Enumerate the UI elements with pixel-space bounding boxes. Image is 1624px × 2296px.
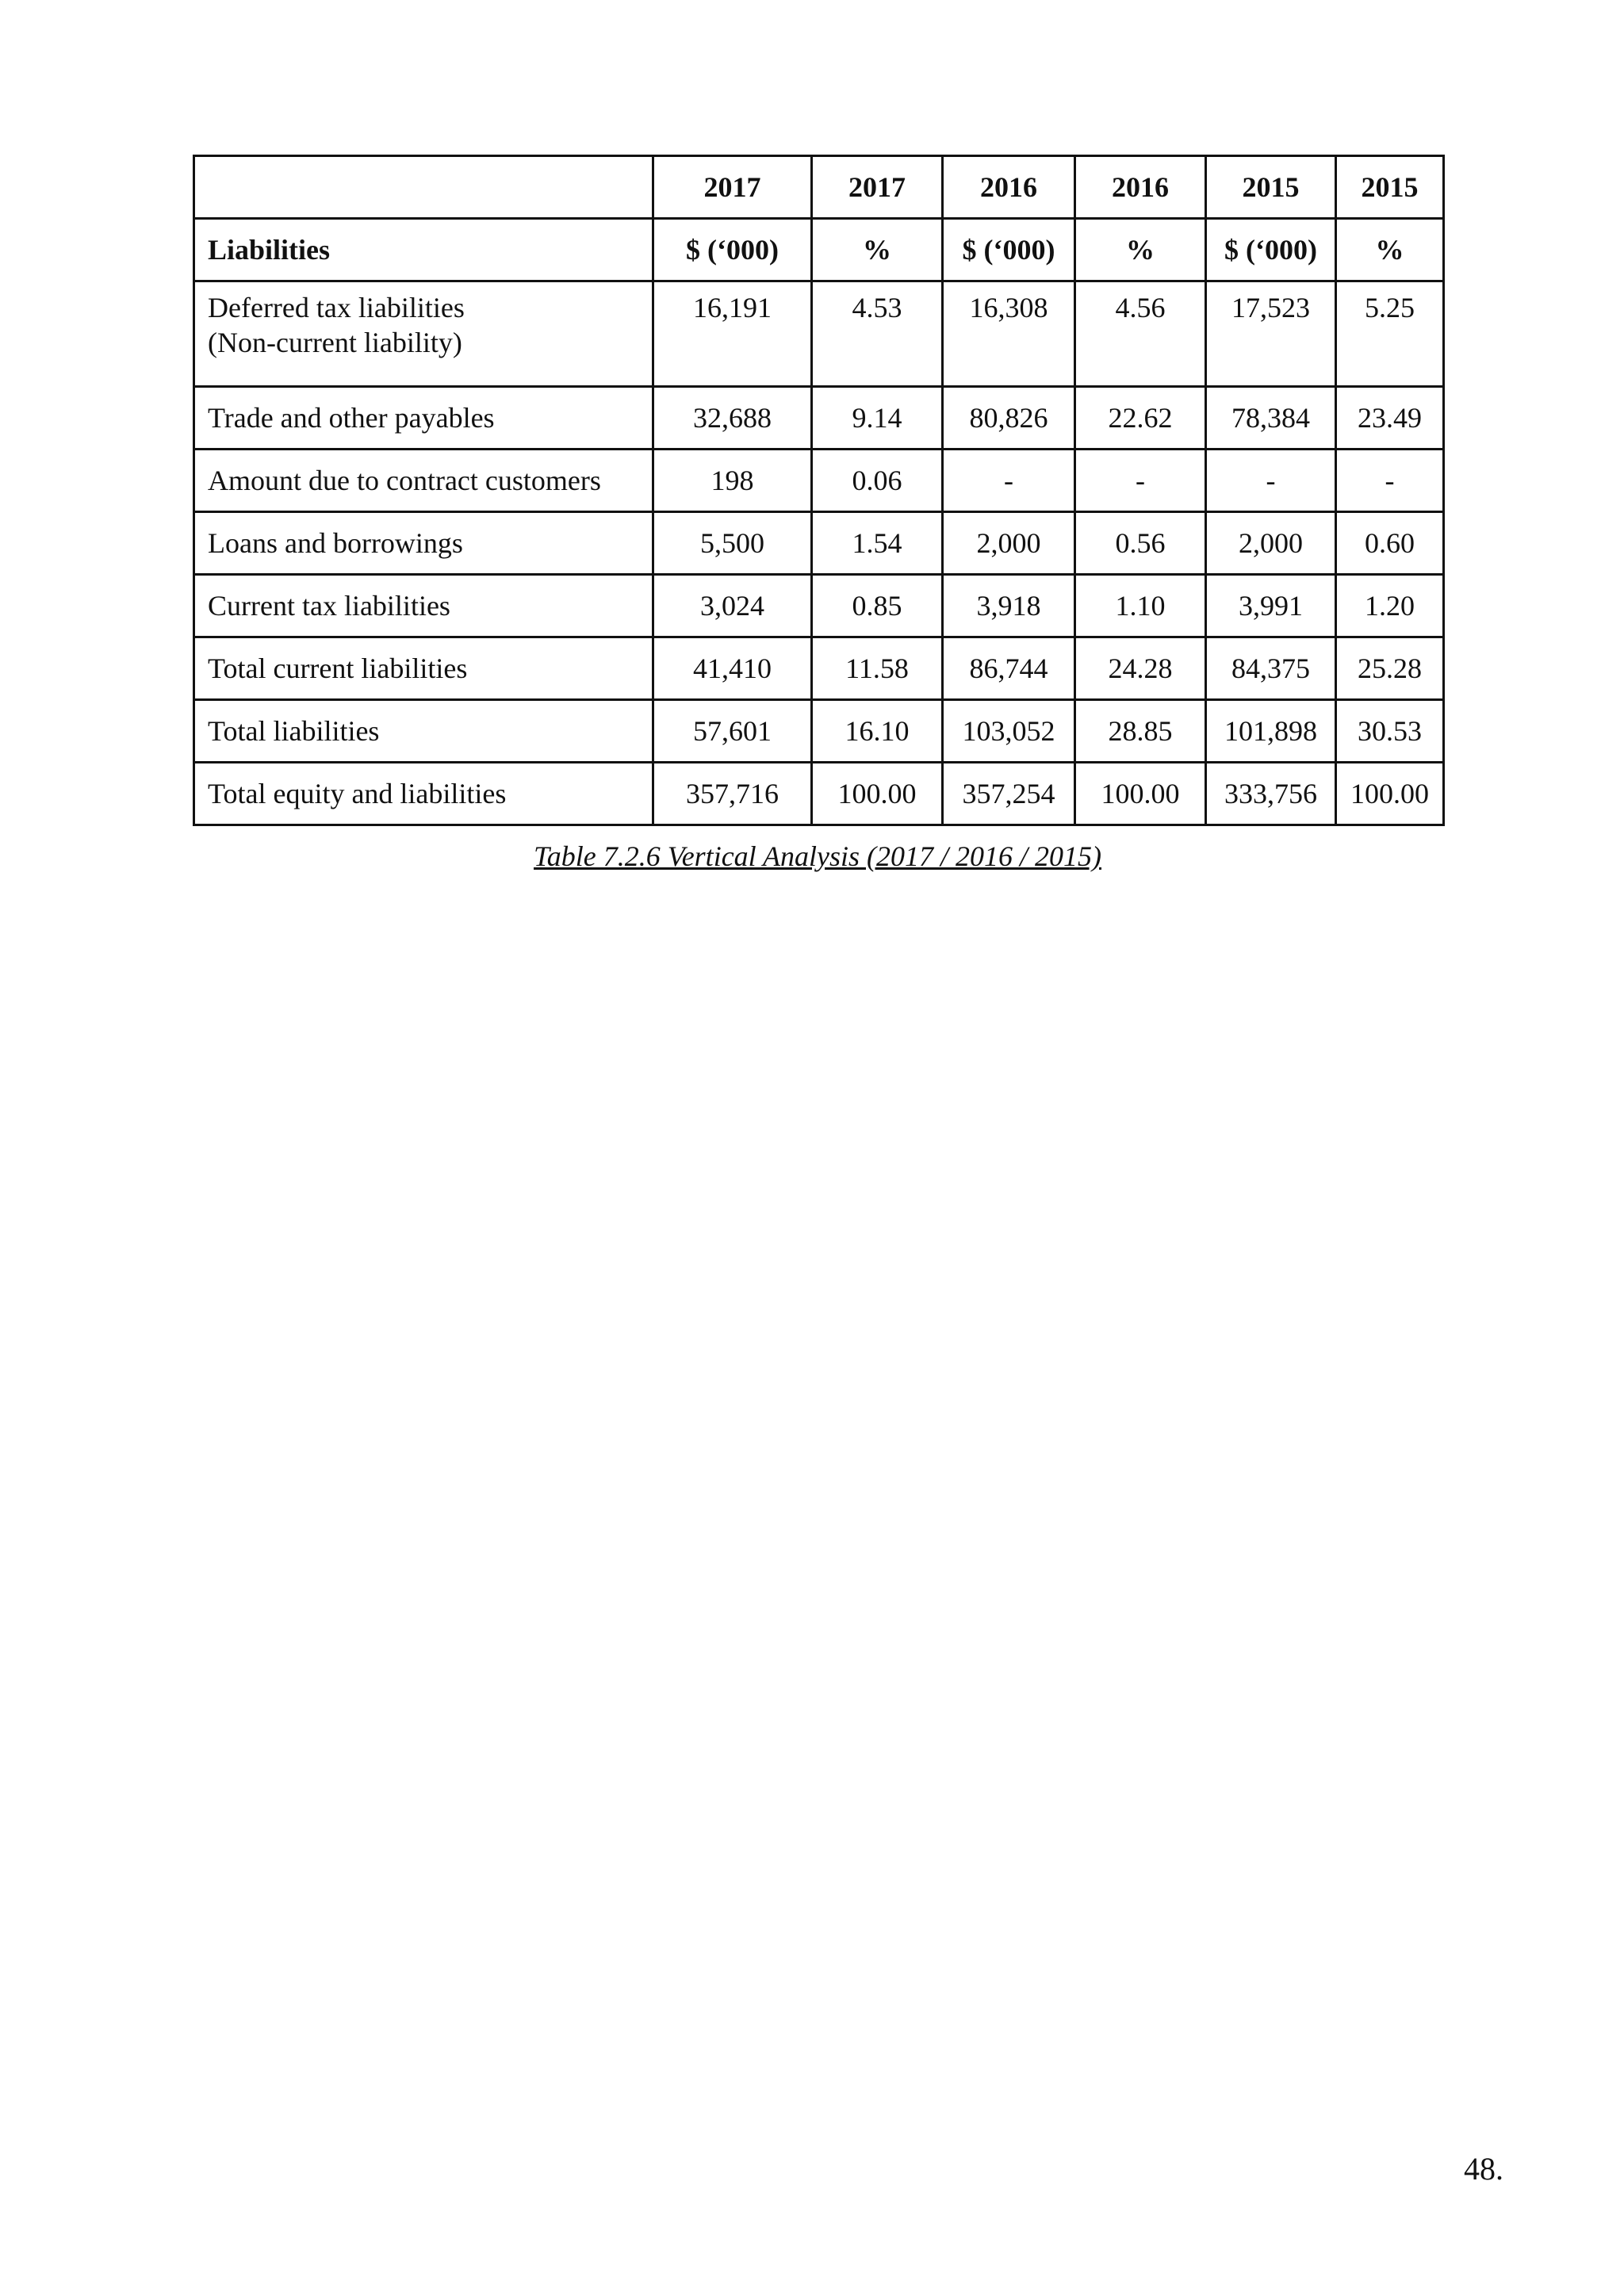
header-unit-2017-percent: %	[812, 219, 943, 281]
header-year-2015-percent: 2015	[1336, 156, 1444, 219]
cell-2015-amount: 2,000	[1206, 512, 1336, 575]
cell-2016-amount: 357,254	[943, 763, 1075, 825]
header-year-2016-amount: 2016	[943, 156, 1075, 219]
cell-2016-percent: 1.10	[1075, 575, 1206, 637]
header-row-units	[194, 219, 1444, 281]
cell-2015-amount: 333,756	[1206, 763, 1336, 825]
cell-2015-percent: 0.60	[1336, 512, 1444, 575]
cell-2016-percent: 28.85	[1075, 700, 1206, 763]
cell-2016-amount: 80,826	[943, 387, 1075, 450]
cell-2017-percent: 0.06	[812, 450, 943, 512]
table-row	[194, 281, 1444, 387]
cell-2015-amount: 101,898	[1206, 700, 1336, 763]
cell-2017-amount: 357,716	[653, 763, 812, 825]
header-year-blank	[194, 156, 653, 219]
row-label: Loans and borrowings	[194, 512, 653, 575]
header-year-2017-amount: 2017	[653, 156, 812, 219]
row-label-subline: (Non-current liability)	[208, 327, 462, 358]
cell-2017-amount: 3,024	[653, 575, 812, 637]
header-row-years	[194, 156, 1444, 219]
table-caption: Table 7.2.6 Vertical Analysis (2017 / 2016 / 2015)	[534, 840, 1101, 872]
table-row	[194, 450, 1444, 512]
cell-2017-amount: 5,500	[653, 512, 812, 575]
cell-2016-percent: 0.56	[1075, 512, 1206, 575]
cell-2017-percent: 0.85	[812, 575, 943, 637]
cell-2015-amount: -	[1206, 450, 1336, 512]
row-label: Amount due to contract customers	[194, 450, 653, 512]
cell-2015-percent: -	[1336, 450, 1444, 512]
table-row	[194, 763, 1444, 825]
row-label	[194, 281, 653, 387]
cell-2015-percent: 25.28	[1336, 637, 1444, 700]
cell-2015-amount: 84,375	[1206, 637, 1336, 700]
row-label: Total liabilities	[194, 700, 653, 763]
cell-2017-amount: 198	[653, 450, 812, 512]
table-row	[194, 387, 1444, 450]
cell-2016-percent: 22.62	[1075, 387, 1206, 450]
header-unit-2016-amount: $ (‘000)	[943, 219, 1075, 281]
cell-2015-amount: 78,384	[1206, 387, 1336, 450]
cell-2017-percent: 100.00	[812, 763, 943, 825]
cell-2016-percent: 4.56	[1075, 281, 1206, 387]
cell-2015-percent: 30.53	[1336, 700, 1444, 763]
cell-2017-percent: 11.58	[812, 637, 943, 700]
cell-2016-amount: 16,308	[943, 281, 1075, 387]
cell-2016-amount: 2,000	[943, 512, 1075, 575]
cell-2017-amount: 16,191	[653, 281, 812, 387]
header-unit-2016-percent: %	[1075, 219, 1206, 281]
header-liabilities: Liabilities	[194, 219, 653, 281]
page-number: 48.	[1464, 2151, 1503, 2187]
cell-2015-percent: 100.00	[1336, 763, 1444, 825]
cell-2016-amount: 103,052	[943, 700, 1075, 763]
header-unit-2015-amount: $ (‘000)	[1206, 219, 1336, 281]
cell-2017-percent: 1.54	[812, 512, 943, 575]
row-label: Current tax liabilities	[194, 575, 653, 637]
row-label: Total current liabilities	[194, 637, 653, 700]
cell-2015-percent: 1.20	[1336, 575, 1444, 637]
cell-2016-amount: 3,918	[943, 575, 1075, 637]
table-row	[194, 575, 1444, 637]
row-label: Total equity and liabilities	[194, 763, 653, 825]
header-year-2015-amount: 2015	[1206, 156, 1336, 219]
header-unit-2015-percent: %	[1336, 219, 1444, 281]
header-unit-2017-amount: $ (‘000)	[653, 219, 812, 281]
cell-2016-percent: 24.28	[1075, 637, 1206, 700]
vertical-analysis-table	[193, 155, 1445, 826]
cell-2016-percent: -	[1075, 450, 1206, 512]
cell-2016-amount: 86,744	[943, 637, 1075, 700]
cell-2016-amount: -	[943, 450, 1075, 512]
cell-2015-amount: 3,991	[1206, 575, 1336, 637]
cell-2017-amount: 57,601	[653, 700, 812, 763]
cell-2015-percent: 5.25	[1336, 281, 1444, 387]
table-row	[194, 637, 1444, 700]
header-year-2017-percent: 2017	[812, 156, 943, 219]
cell-2017-percent: 16.10	[812, 700, 943, 763]
cell-2017-percent: 9.14	[812, 387, 943, 450]
cell-2015-amount: 17,523	[1206, 281, 1336, 387]
cell-2016-percent: 100.00	[1075, 763, 1206, 825]
row-label-line: Deferred tax liabilities	[208, 292, 465, 323]
cell-2017-amount: 41,410	[653, 637, 812, 700]
cell-2015-percent: 23.49	[1336, 387, 1444, 450]
cell-2017-amount: 32,688	[653, 387, 812, 450]
cell-2017-percent: 4.53	[812, 281, 943, 387]
row-label: Trade and other payables	[194, 387, 653, 450]
table-row	[194, 512, 1444, 575]
table-row	[194, 700, 1444, 763]
header-year-2016-percent: 2016	[1075, 156, 1206, 219]
